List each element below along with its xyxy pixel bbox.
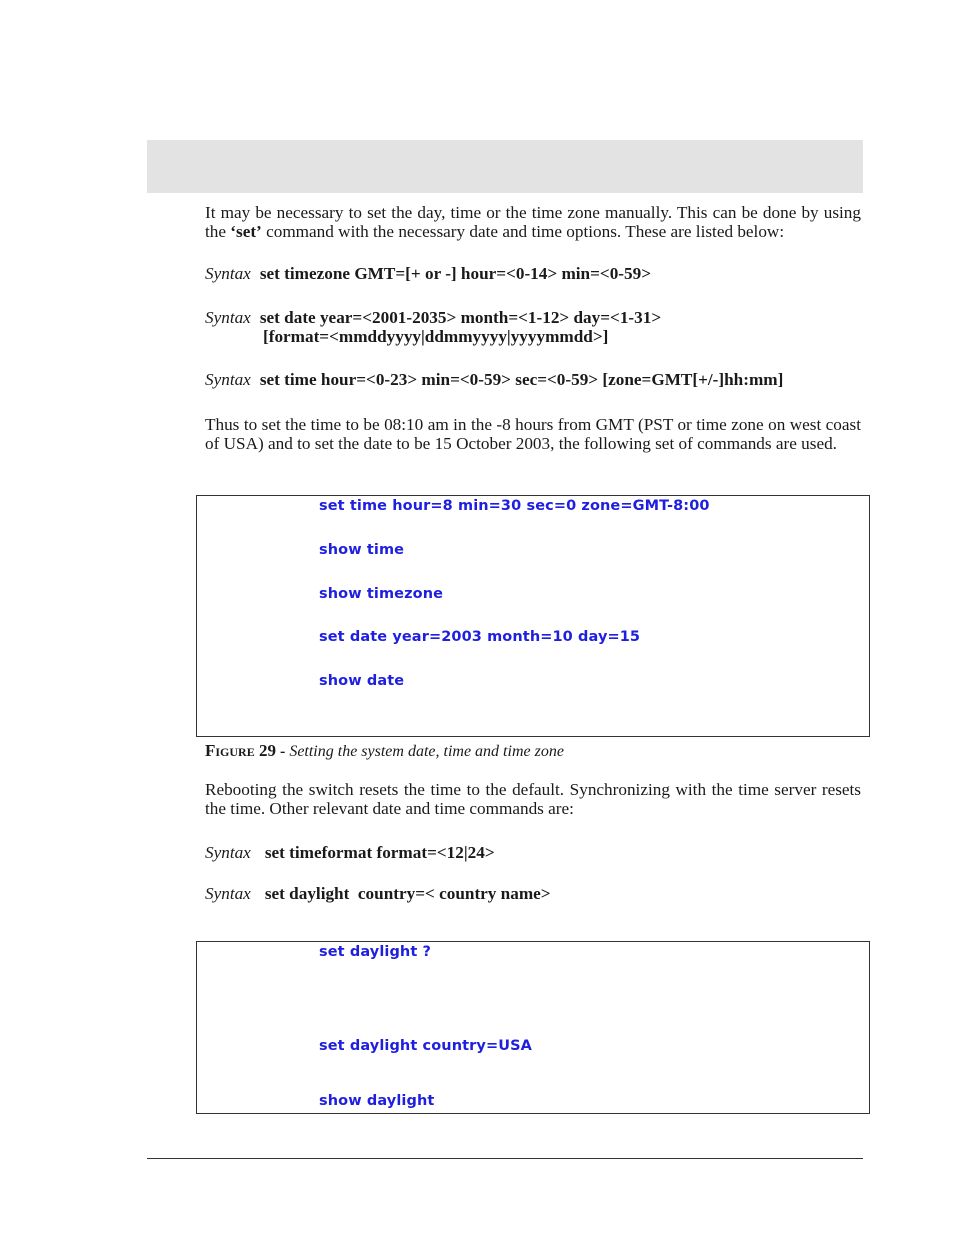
intro-text-set-keyword: ‘set’ xyxy=(230,222,262,241)
syntax-command: set date year=<2001-2035> month=<1-12> day=<1-31> xyxy=(259,308,662,327)
figure-separator: - xyxy=(275,743,290,760)
intro-text-part2: command with the necessary date and time options. These are listed below: xyxy=(261,222,785,241)
syntax-command: set time hour=<0-23> min=<0-59> sec=<0-59> [zone=GMT[+/-]hh:mm] xyxy=(259,370,784,389)
footer-rule xyxy=(147,1158,863,1159)
code-block-daylight xyxy=(196,941,870,1114)
intro-text-part1: It may be necessary to set the day, time or the time zone manually. This can be done by using the xyxy=(205,203,861,241)
syntax-label: Syntax xyxy=(205,370,251,389)
syntax-date xyxy=(205,308,661,327)
reboot-text: Rebooting the switch resets the time to the default. Synchronizing with the time server resets the time. Other relevant date and time commands are: xyxy=(205,780,861,818)
figure-caption xyxy=(205,741,564,761)
syntax-command: set timezone GMT=[+ or -] hour=<0-14> min=<0-59> xyxy=(259,264,651,283)
code-line: set daylight ? xyxy=(319,944,432,960)
syntax-timeformat xyxy=(205,843,495,862)
code-line: set daylight country=USA xyxy=(319,1038,532,1054)
syntax-label: Syntax xyxy=(205,843,251,862)
code-line: show timezone xyxy=(319,586,444,602)
syntax-command: set daylight country=< country name> xyxy=(264,884,551,903)
example-text: Thus to set the time to be 08:10 am in the -8 hours from GMT (PST or time zone on west coast of USA) and to set the date to be 15 October 2003, the following set of commands are used. xyxy=(205,415,861,453)
syntax-daylight xyxy=(205,884,551,903)
syntax-label: Syntax xyxy=(205,308,251,327)
code-line: show time xyxy=(319,542,405,558)
figure-caption-text: Setting the system date, time and time zone xyxy=(289,743,564,760)
figure-label: Figure 29 xyxy=(205,741,276,760)
section-header-band xyxy=(147,140,863,193)
syntax-command: set timeformat format=<12|24> xyxy=(264,843,495,862)
syntax-date-continuation xyxy=(263,327,608,346)
reboot-paragraph xyxy=(205,780,861,818)
syntax-label: Syntax xyxy=(205,264,251,283)
code-line: show date xyxy=(319,673,405,689)
example-paragraph xyxy=(205,415,861,453)
syntax-time xyxy=(205,370,783,389)
intro-paragraph xyxy=(205,203,861,241)
syntax-label: Syntax xyxy=(205,884,251,903)
syntax-command: [format=<mmddyyyy|ddmmyyyy|yyyymmdd>] xyxy=(263,327,609,346)
code-line: show daylight xyxy=(319,1093,435,1109)
code-line: set date year=2003 month=10 day=15 xyxy=(319,629,641,645)
code-block-date-time xyxy=(196,495,870,737)
code-line: set time hour=8 min=30 sec=0 zone=GMT-8:00 xyxy=(319,498,710,514)
syntax-timezone xyxy=(205,264,651,283)
